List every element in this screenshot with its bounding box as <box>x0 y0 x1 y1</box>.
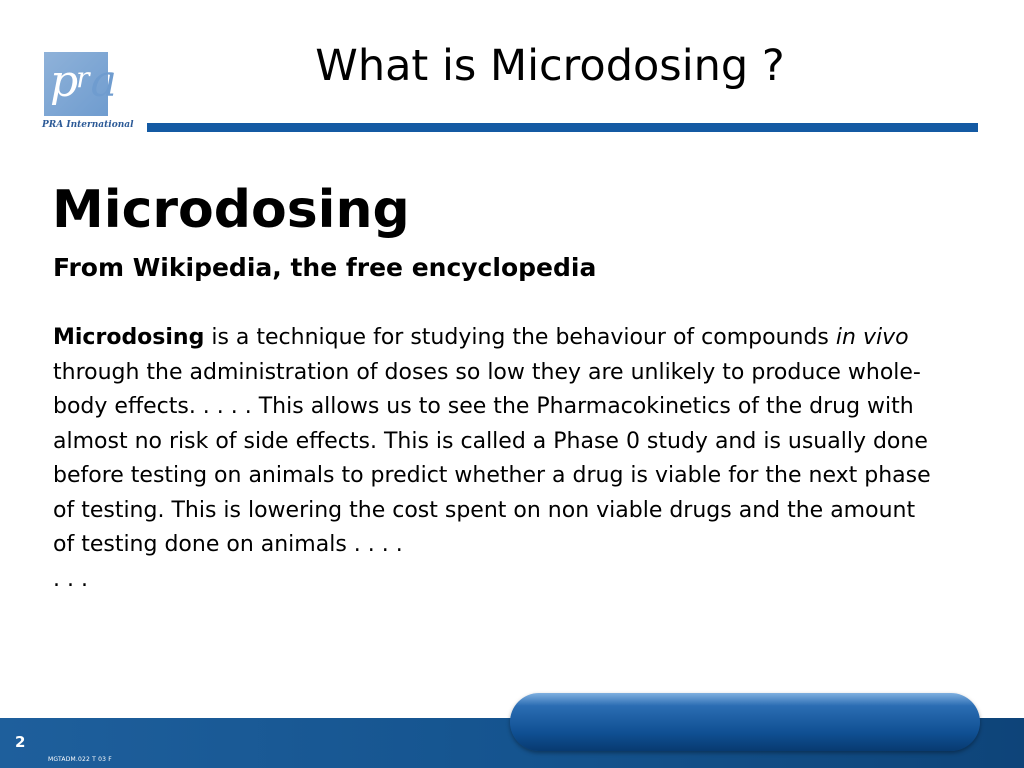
logo-letter-a: a <box>90 56 115 107</box>
body-italic: in vivo <box>835 325 909 350</box>
slide-title: What is Microdosing ? <box>315 41 785 91</box>
body-text-part-1: is a technique for studying the behaviour of compounds <box>204 325 829 350</box>
body-ellipsis: . . . <box>53 566 88 592</box>
article-subheading: From Wikipedia, the free encyclopedia <box>53 253 597 282</box>
article-heading: Microdosing <box>52 180 410 240</box>
article-body <box>53 321 943 597</box>
logo-letter-r: r <box>76 61 88 94</box>
form-code: MGTADM.022 T 03 F <box>48 756 112 763</box>
body-text-part-2: through the administration of doses so low they are unlikely to produce whole-body effects. . . . . This allows us to see the Pharmacokinetics of the drug with almost no risk of side effects. This is called a Phase 0 study and is usually done before testing on animals to predict whether a drug is viable for the next phase of testing. This is lowering the cost spent on non viable drugs and the amount of testing done on animals . . . . <box>53 359 931 557</box>
title-divider <box>147 123 978 132</box>
footer-pill-decoration <box>510 693 980 751</box>
pra-logo <box>40 52 140 134</box>
logo-letter-p: p <box>50 56 77 107</box>
body-term: Microdosing <box>53 325 205 350</box>
logo-letters <box>50 56 115 107</box>
page-number: 2 <box>15 733 26 751</box>
logo-caption: PRA International <box>42 120 134 130</box>
